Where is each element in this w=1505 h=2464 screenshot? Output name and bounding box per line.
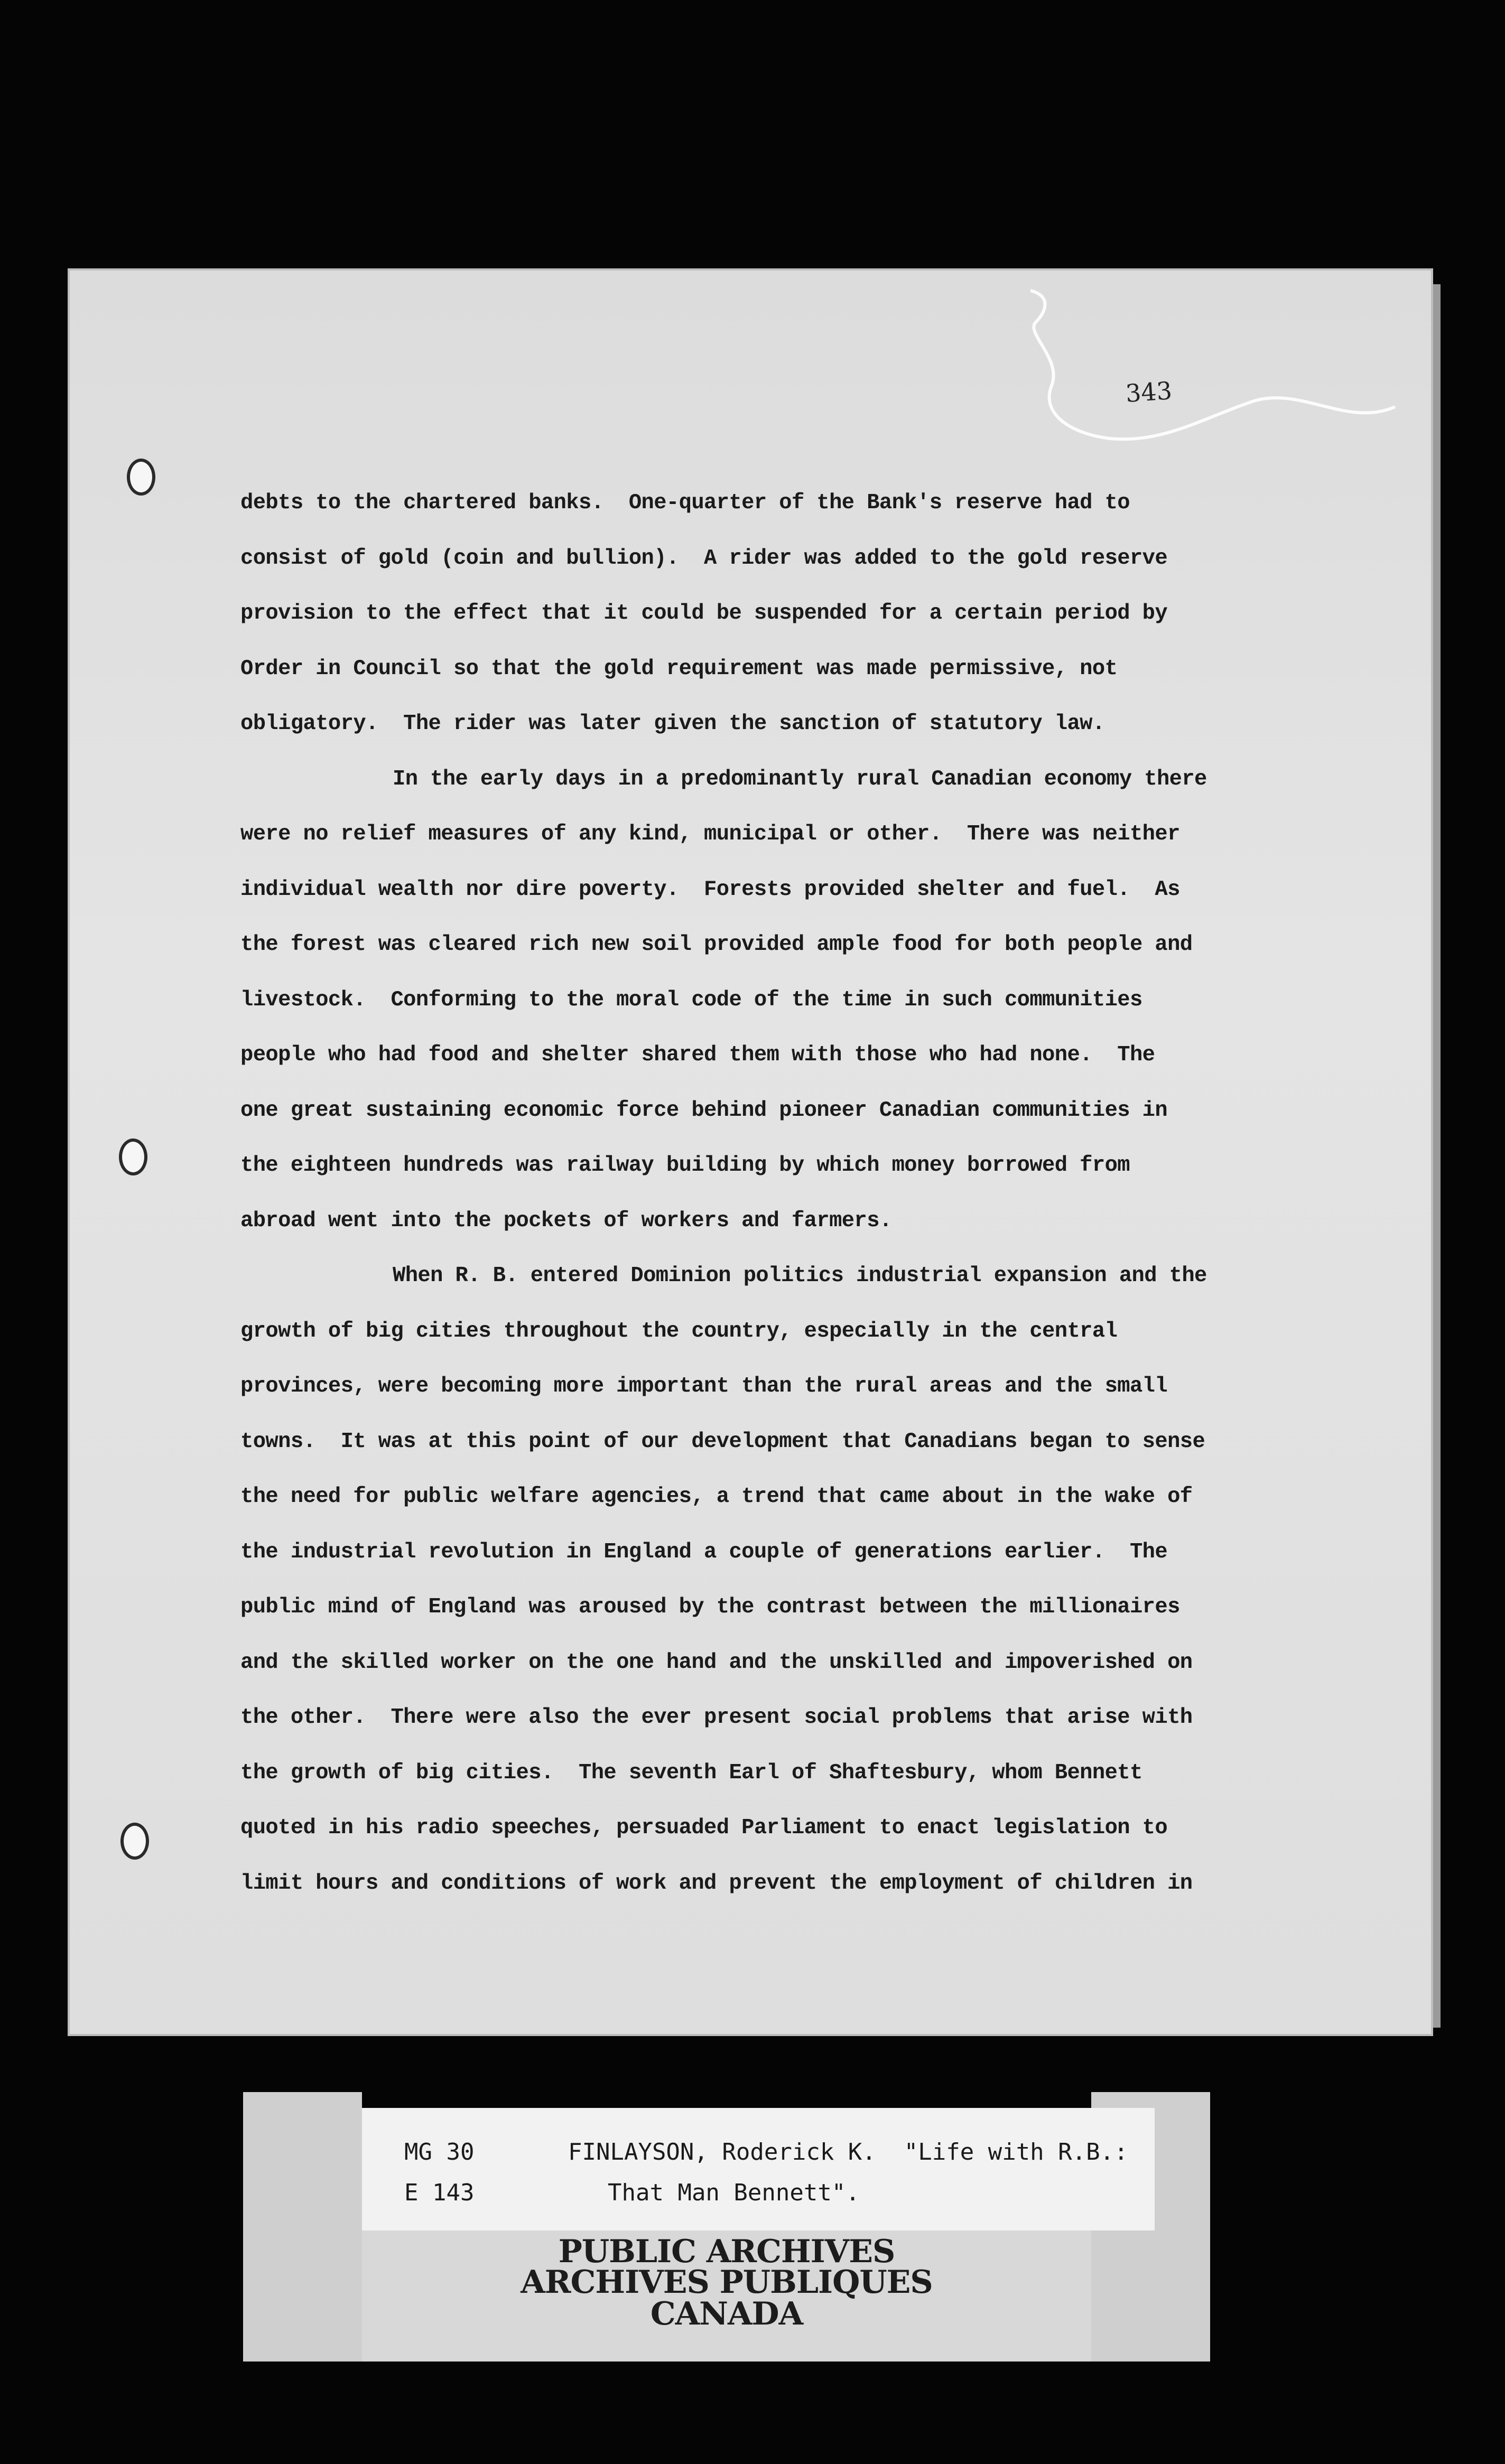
text-line: livestock. Conforming to the moral code of the time in such communities bbox=[240, 987, 1142, 1012]
text-line: one great sustaining economic force behind pioneer Canadian communities in bbox=[240, 1098, 1168, 1123]
stamp-line-country: CANADA bbox=[650, 2295, 803, 2332]
text-line: In the early days in a predominantly rural Canadian economy there bbox=[393, 767, 1207, 791]
text-line: the industrial revolution in England a couple of generations earlier. The bbox=[240, 1539, 1168, 1564]
text-line: growth of big cities throughout the country, especially in the central bbox=[240, 1319, 1118, 1343]
text-line: towns. It was at this point of our development that Canadians began to sense bbox=[240, 1429, 1205, 1454]
text-line: consist of gold (coin and bullion). A rider was added to the gold reserve bbox=[240, 546, 1168, 571]
text-line: the other. There were also the ever present social problems that arise with bbox=[240, 1705, 1193, 1730]
archive-stamp-band bbox=[243, 2214, 1210, 2362]
text-line: the need for public welfare agencies, a trend that came about in the wake of bbox=[240, 1485, 1193, 1509]
binder-hole-bottom bbox=[120, 1823, 149, 1860]
text-line: debts to the chartered banks. One-quarter of the Bank's reserve had to bbox=[240, 491, 1130, 515]
paper-crease-mark bbox=[1030, 280, 1432, 454]
text-line: were no relief measures of any kind, municipal or other. There was neither bbox=[240, 822, 1180, 846]
series-code: E 143 bbox=[404, 2179, 475, 2206]
text-line: the forest was cleared rich new soil provided ample food for both people and bbox=[240, 932, 1193, 957]
text-line: the eighteen hundreds was railway building by which money borrowed from bbox=[240, 1153, 1130, 1178]
text-line: the growth of big cities. The seventh Earl of Shaftesbury, whom Bennett bbox=[240, 1760, 1142, 1785]
stamp-line-french: ARCHIVES PUBLIQUES bbox=[521, 2264, 933, 2301]
text-line: individual wealth nor dire poverty. Forests provided shelter and fuel. As bbox=[240, 877, 1180, 902]
reference-line-author: FINLAYSON, Roderick K. "Life with R.B.: bbox=[568, 2139, 1128, 2166]
text-line: provinces, were becoming more important than the rural areas and the small bbox=[240, 1374, 1168, 1398]
archive-reference-label bbox=[362, 2108, 1155, 2230]
reference-line-title: That Man Bennett". bbox=[608, 2179, 860, 2206]
stamp-line-english: PUBLIC ARCHIVES bbox=[558, 2233, 895, 2270]
text-line: abroad went into the pockets of workers and farmers. bbox=[240, 1208, 892, 1233]
binder-hole-top bbox=[127, 459, 155, 496]
binder-hole-middle bbox=[119, 1138, 147, 1175]
text-line: provision to the effect that it could be suspended for a certain period by bbox=[240, 601, 1168, 626]
text-line: people who had food and shelter shared them with those who had none. The bbox=[240, 1043, 1155, 1067]
text-line: obligatory. The rider was later given the sanction of statutory law. bbox=[240, 712, 1105, 736]
body-text bbox=[240, 475, 1287, 1911]
text-line: quoted in his radio speeches, persuaded Parliament to enact legislation to bbox=[240, 1816, 1168, 1840]
text-line: public mind of England was aroused by the contrast between the millionaires bbox=[240, 1595, 1180, 1619]
text-line: and the skilled worker on the one hand and the unskilled and impoverished on bbox=[240, 1650, 1193, 1675]
page-number: 343 bbox=[1125, 376, 1173, 408]
text-line: limit hours and conditions of work and prevent the employment of children in bbox=[240, 1871, 1193, 1896]
text-line: Order in Council so that the gold requirement was made permissive, not bbox=[240, 656, 1118, 681]
fonds-code: MG 30 bbox=[404, 2139, 475, 2166]
text-line: When R. B. entered Dominion politics industrial expansion and the bbox=[393, 1264, 1207, 1288]
